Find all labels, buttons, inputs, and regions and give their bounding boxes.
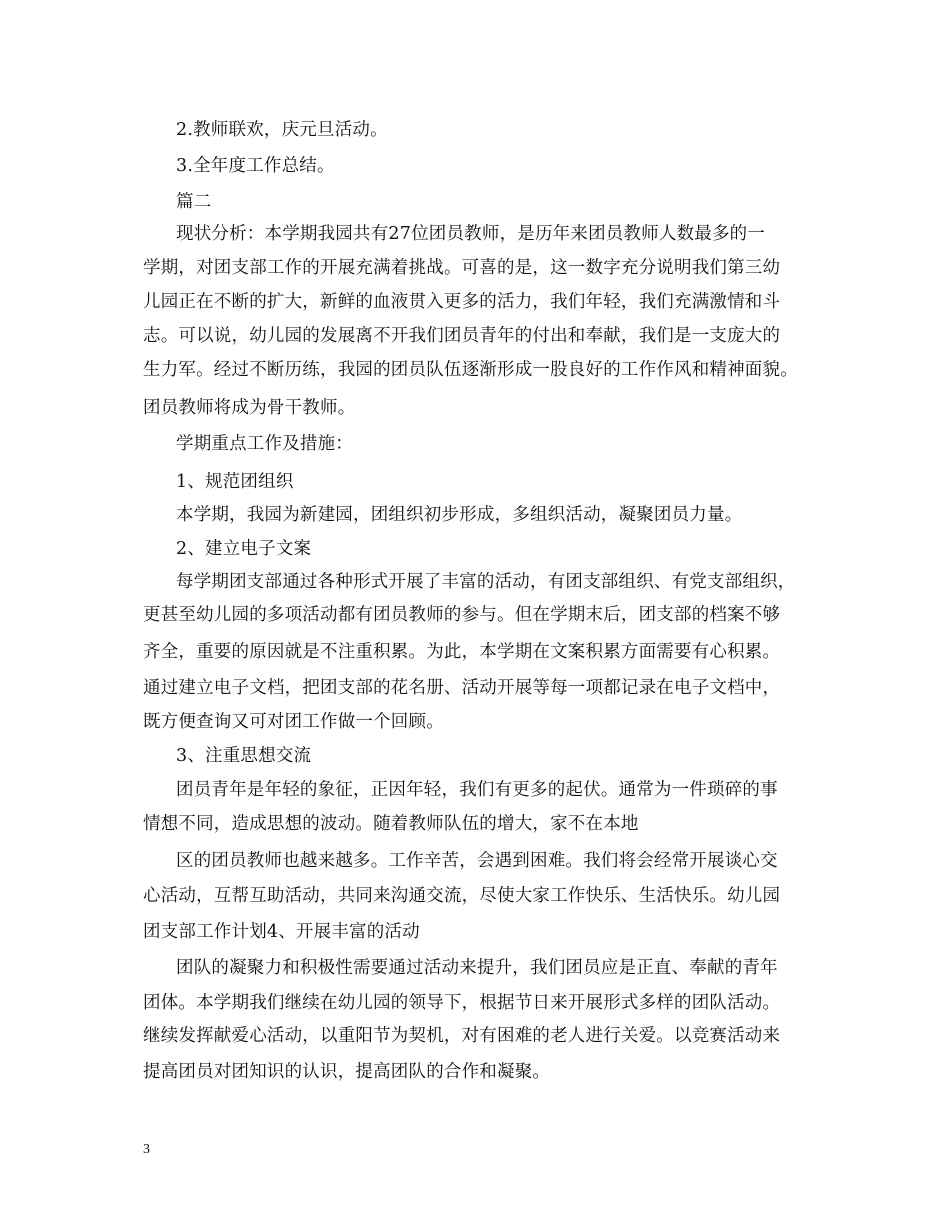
text-line: 志。可以说，幼儿园的发展离不开我们团员青年的付出和奉献，我们是一支庞大的 xyxy=(143,326,781,346)
text-line: 团员教师将成为骨干教师。 xyxy=(143,398,356,418)
text-line: 区的团员教师也越来越多。工作辛苦，会遇到困难。我们将会经常开展谈心交 xyxy=(176,851,778,871)
text-line: 本学期，我园为新建园，团组织初步形成，多组织活动，凝聚团员力量。 xyxy=(176,505,743,525)
section-heading: 篇二 xyxy=(176,192,212,212)
text-line: 团队的凝聚力和积极性需要通过活动来提升，我们团员应是正直、奉献的青年 xyxy=(176,958,778,978)
text-line: 团员青年是年轻的象征，正因年轻，我们有更多的起伏。通常为一件琐碎的事 xyxy=(176,780,778,800)
text-line: 通过建立电子文档，把团支部的花名册、活动开展等每一项都记录在电子文档中， xyxy=(143,678,781,698)
text-line: 3.全年度工作总结。 xyxy=(176,156,335,176)
text-line: 每学期团支部通过各种形式开展了丰富的活动，有团支部组织、有党支部组织， xyxy=(176,572,796,592)
text-line: 生力军。经过不断历练，我园的团员队伍逐渐形成一股良好的工作作风和精神面貌。 xyxy=(143,360,798,380)
text-line: 学期重点工作及措施： xyxy=(176,434,353,454)
subsection-heading: 3、注重思想交流 xyxy=(176,746,312,766)
text-line: 提高团员对团知识的认识，提高团队的合作和凝聚。 xyxy=(143,1062,551,1082)
text-line: 情想不同，造成思想的波动。随着教师队伍的增大，家不在本地 xyxy=(143,814,639,834)
subsection-heading: 2、建立电子文案 xyxy=(176,539,312,559)
text-line: 现状分析：本学期我园共有27位团员教师，是历年来团员教师人数最多的一 xyxy=(176,224,766,244)
text-line: 心活动，互帮互助活动，共同来沟通交流，尽使大家工作快乐、生活快乐。幼儿园 xyxy=(143,886,781,906)
text-line: 团体。本学期我们继续在幼儿园的领导下，根据节日来开展形式多样的团队活动。 xyxy=(143,993,781,1013)
text-line: 齐全，重要的原因就是不注重积累。为此，本学期在文案积累方面需要有心积累。 xyxy=(143,642,781,662)
text-line: 团支部工作计划4、开展丰富的活动 xyxy=(143,922,420,942)
text-line: 2.教师联欢，庆元旦活动。 xyxy=(176,120,388,140)
text-line: 更甚至幼儿园的多项活动都有团员教师的参与。但在学期末后，团支部的档案不够 xyxy=(143,605,781,625)
text-line: 学期，对团支部工作的开展充满着挑战。可喜的是，这一数字充分说明我们第三幼 xyxy=(143,258,781,278)
subsection-heading: 1、规范团组织 xyxy=(176,472,294,492)
text-line: 既方便查询又可对团工作做一个回顾。 xyxy=(143,712,444,732)
text-line: 儿园正在不断的扩大，新鲜的血液贯入更多的活力，我们年轻，我们充满激情和斗 xyxy=(143,292,781,312)
page-number: 3 xyxy=(143,1142,150,1157)
text-line: 继续发挥献爱心活动，以重阳节为契机，对有困难的老人进行关爱。以竞赛活动来 xyxy=(143,1026,781,1046)
